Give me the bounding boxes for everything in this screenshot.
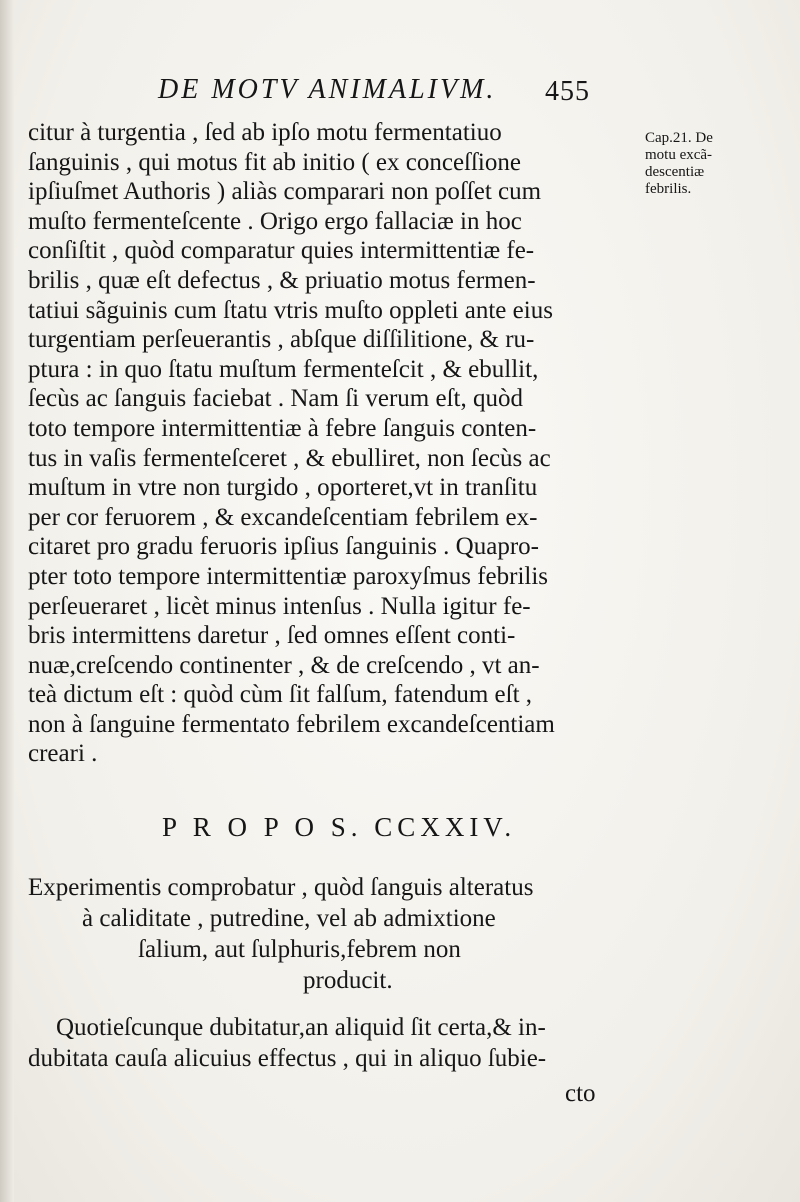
text-line: citaret pro gradu feruoris ipſius ſanguinis . Quapro-: [28, 533, 539, 561]
text-line: creari .: [28, 740, 98, 768]
text-line: nuæ,creſcendo continenter , & de creſcendo , vt an-: [28, 651, 540, 679]
text-line: dubitata cauſa alicuius effectus , qui in aliquo ſubie-: [28, 1045, 547, 1072]
text-line: Quotieſcunque dubitatur,an aliquid ſit certa,& in-: [56, 1014, 546, 1041]
page-number: 455: [545, 76, 590, 107]
text-line: ipſiuſmet Authoris ) aliàs comparari non poſſet cum: [28, 178, 542, 206]
text-line: brilis , quæ eſt defectus , & priuatio motus fermen-: [28, 266, 536, 294]
summary-line: à caliditate , putredine, vel ab admixtione: [82, 905, 496, 932]
margin-note-line: motu excã-: [645, 147, 713, 163]
summary-line: Experimentis comprobatur , quòd ſanguis alteratus: [28, 874, 534, 901]
proposition-heading: P R O P O S. CCXXIV.: [162, 812, 517, 842]
text-line: tatiui sãguinis cum ſtatu vtris muſto oppleti ante eius: [28, 296, 553, 324]
summary-line: producit.: [303, 967, 393, 994]
text-line: tus in vaſis fermenteſceret , & ebulliret, non ſecùs ac: [28, 444, 551, 472]
text-line: pter toto tempore intermittentiæ paroxyſmus febrilis: [28, 562, 549, 590]
summary-line: ſalium, aut ſulphuris,febrem non: [138, 936, 461, 963]
catchword: cto: [565, 1080, 596, 1107]
text-line: toto tempore intermittentiæ à febre ſanguis conten-: [28, 414, 537, 442]
text-line: conſiſtit , quòd comparatur quies intermittentiæ fe-: [28, 237, 535, 265]
text-line: muſto fermenteſcente . Origo ergo fallaciæ in hoc: [28, 207, 522, 235]
page-gutter-edge: [0, 0, 14, 1202]
page-header: [0, 70, 800, 110]
text-line: citur à turgentia , ſed ab ipſo motu fermentatiuo: [28, 119, 502, 146]
text-line: perſeueraret , licèt minus intenſus . Nulla igitur fe-: [28, 592, 531, 620]
text-line: teà dictum eſt : quòd cùm ſit falſum, fatendum eſt ,: [28, 681, 533, 709]
paragraph-continued: [28, 118, 638, 769]
text-line: non à ſanguine fermentato febrilem excandeſcentiam: [28, 710, 555, 738]
margin-note: [645, 130, 785, 198]
text-line: ptura : in quo ſtatu muſtum fermenteſcit , & ebullit,: [28, 355, 539, 383]
text-line: turgentiam perſeuerantis , abſque diſſilitione, & ru-: [28, 326, 535, 354]
text-line: ſecùs ac ſanguis faciebat . Nam ſi verum eſt, quòd: [28, 385, 523, 413]
paragraph-new: [28, 1012, 638, 1074]
text-line: bris intermittens daretur , ſed omnes eſſent conti-: [28, 622, 516, 650]
proposition-summary: [28, 872, 638, 996]
margin-note-line: descentiæ: [645, 164, 705, 180]
margin-note-line: Cap.21. De: [645, 130, 713, 146]
text-line: per cor feruorem , & excandeſcentiam febrilem ex-: [28, 503, 538, 531]
running-head: DE MOTV ANIMALIVM.: [158, 74, 497, 105]
text-line: ſanguinis , qui motus fit ab initio ( ex conceſſione: [28, 148, 521, 176]
text-line: muſtum in vtre non turgido , oporteret,vt in tranſitu: [28, 474, 538, 502]
margin-note-line: febrilis.: [645, 181, 692, 197]
